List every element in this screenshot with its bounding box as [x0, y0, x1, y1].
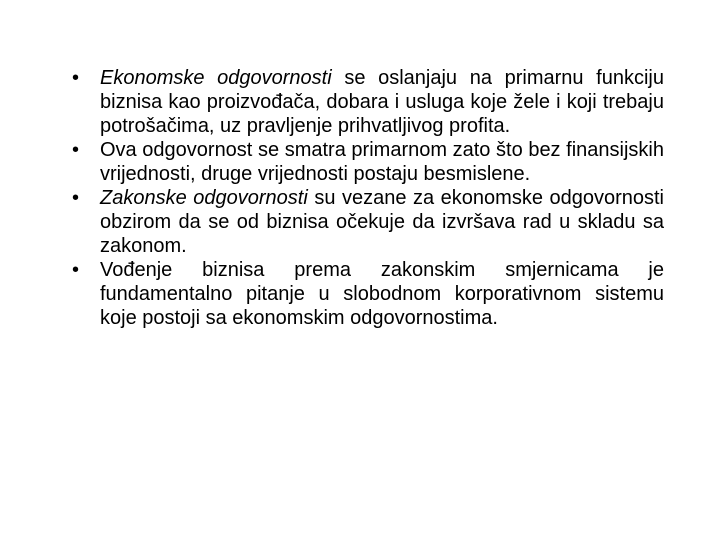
bullet-text: se oslanjaju na primarnu funkciju biznisa kao proizvođača, dobara i usluga koje žele i koji trebaju potrošačima, uz pravljenje prihvatljivog profita.: [100, 67, 664, 137]
bullet-emphasis: Ekonomske odgovornosti: [100, 67, 332, 89]
bullet-text: Ova odgovornost se smatra primarnom zato što bez finansijskih vrijednosti, druge vrijednosti postaju besmislene.: [100, 139, 664, 185]
bullet-item-primary-responsibility: [72, 138, 664, 186]
bullet-item-legal-guidelines: [72, 258, 664, 330]
bullet-item-legal-responsibility: [72, 186, 664, 258]
bullet-emphasis: Zakonske odgovornosti: [100, 187, 308, 209]
bullet-text: su vezane za ekonomske odgovornosti obzirom da se od biznisa očekuje da izvršava rad u skladu sa zakonom.: [100, 187, 664, 257]
bullet-item-economic-responsibility: [72, 66, 664, 138]
bullet-list: [72, 66, 664, 330]
bullet-text: Vođenje biznisa prema zakonskim smjernicama je fundamentalno pitanje u slobodnom korporativnom sistemu koje postoji sa ekonomskim odgovornostima.: [100, 259, 664, 329]
